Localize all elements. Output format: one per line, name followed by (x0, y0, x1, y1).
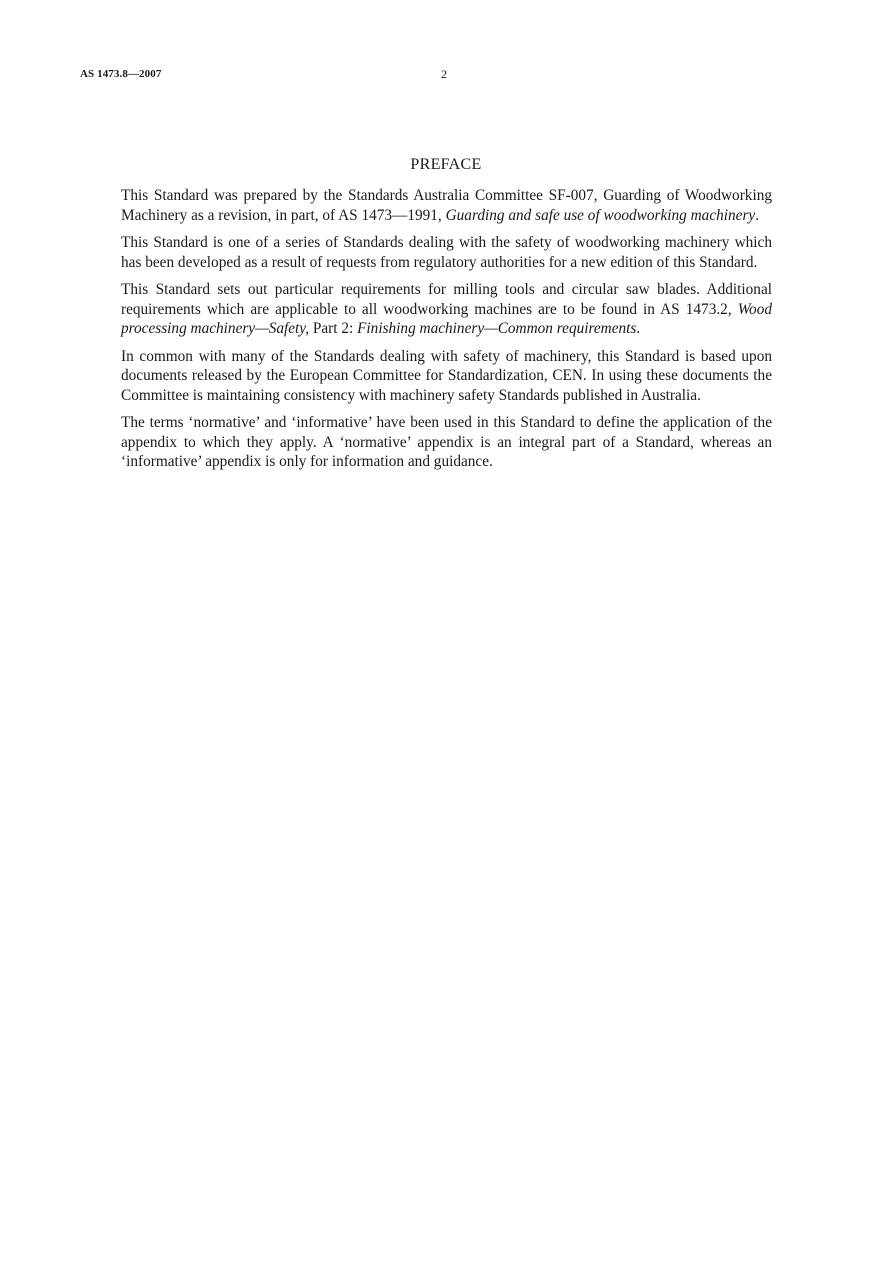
paragraph-committee (121, 186, 772, 225)
preface-body (121, 186, 772, 480)
paragraph-requirements (121, 280, 772, 339)
section-heading: PREFACE (410, 156, 482, 173)
cited-standard-title: Wood processing machinery—Safety, (121, 300, 772, 337)
paragraph-text: . (636, 320, 641, 337)
paragraph-normative (121, 413, 772, 472)
paragraph-text: In common with many of the Standards dealing with safety of machinery, this Standard is based upon documents released by the European Committee for Standardization, CEN. In using these documents the Committee is maintaining consistency with machinery safety Standards published in Australia. (121, 347, 772, 404)
page-number: 2 (441, 67, 447, 81)
paragraph-text: The terms ‘normative’ and ‘informative’ have been used in this Standard to define the application of the appendix to which they apply. A ‘normative’ appendix is an integral part of a Standard, whereas an ‘informative’ appendix is only for information and guidance. (121, 414, 772, 470)
paragraph-series (121, 233, 772, 272)
standard-designation: AS 1473.8—2007 (80, 68, 162, 80)
paragraph-text: . (755, 206, 760, 224)
paragraph-cen (121, 347, 772, 406)
cited-standard-title: Finishing machinery—Common requirements (357, 320, 637, 337)
cited-standard-title: Guarding and safe use of woodworking machinery (445, 206, 756, 224)
paragraph-text: This Standard sets out particular requirements for milling tools and circular saw blades. Additional requirements which are applicable to all woodworking machines are to be found in AS 1473.2, (121, 281, 772, 318)
paragraph-text: This Standard was prepared by the Standards Australia Committee SF-007, Guarding of Woodworking Machinery as a revision, in part, of AS 1473—1991, (121, 187, 772, 224)
paragraph-text: This Standard is one of a series of Standards dealing with the safety of woodworking machinery which has been developed as a result of requests from regulatory authorities for a new edition of this Standard. (121, 234, 772, 271)
paragraph-text: Part 2: (309, 320, 358, 337)
